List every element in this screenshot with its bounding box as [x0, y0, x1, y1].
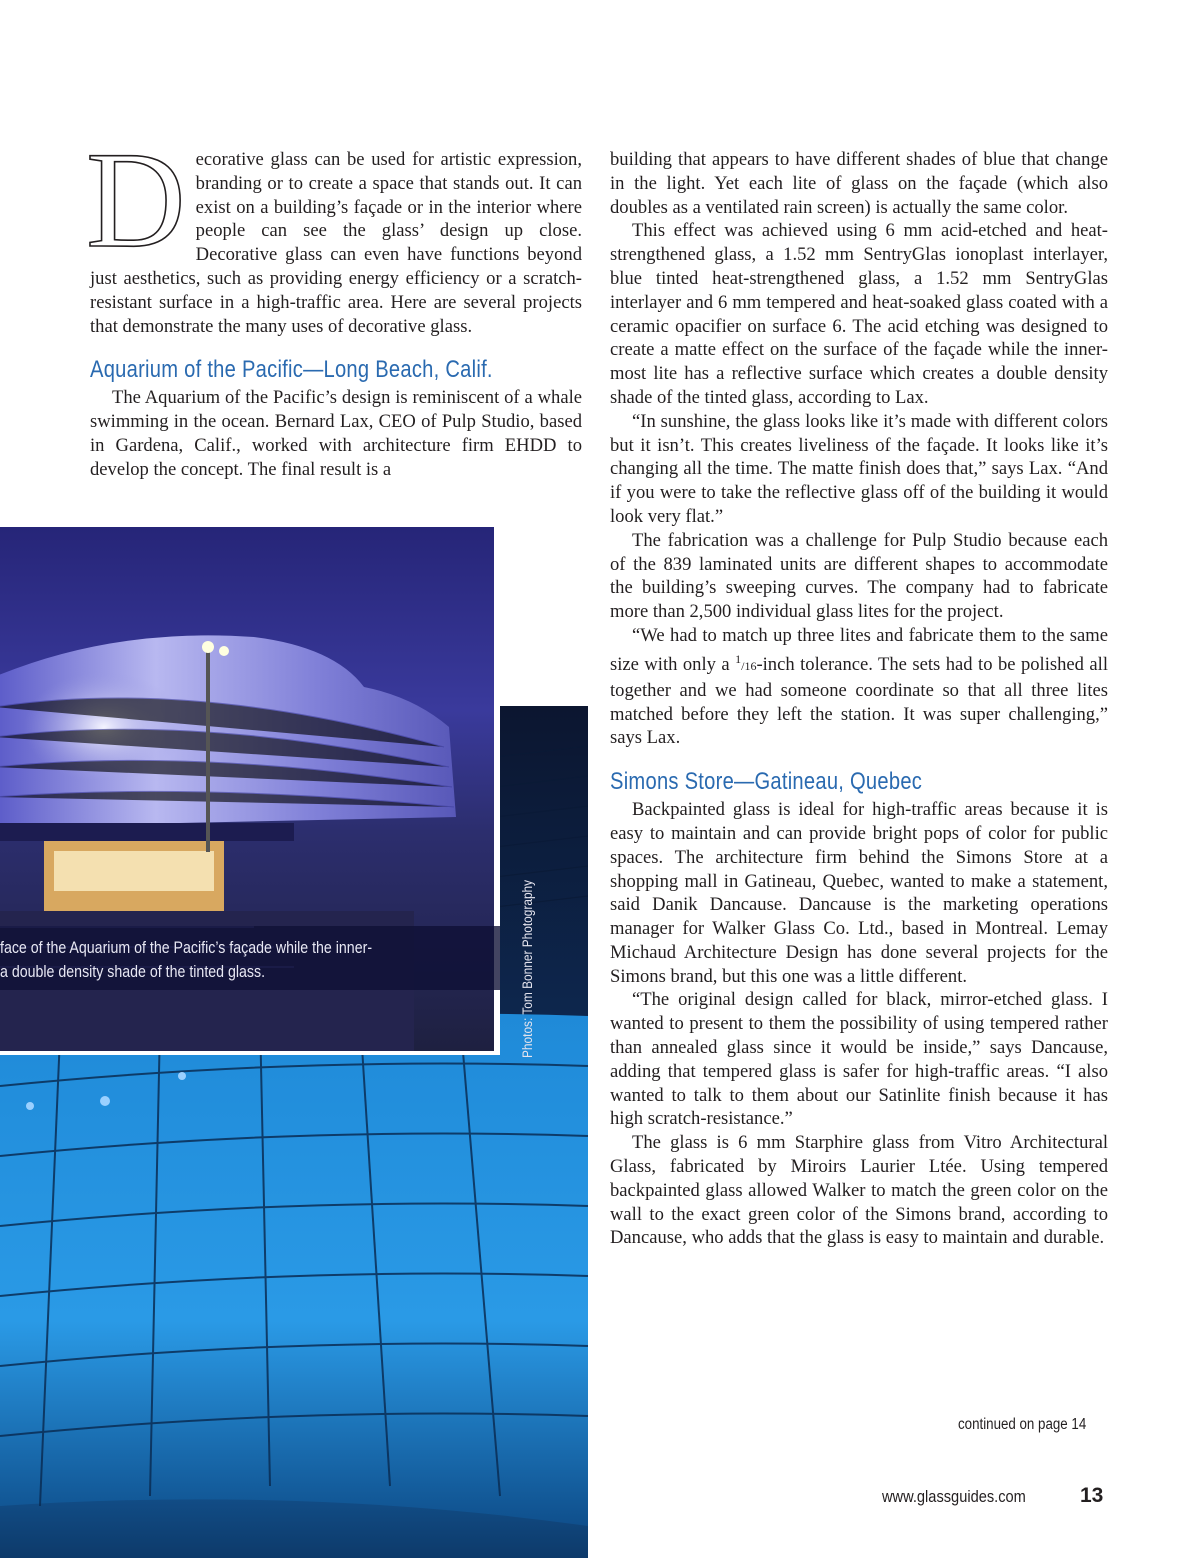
simons-paragraph-3: The glass is 6 mm Starphire glass from Vitro Architectural Glass, fabricated by Miroirs Laurier Ltée. Using tempered backpainted glass allowed Walker to match the green color on the wall to the exact green color of the Simons brand, according to Dancause, who adds that the glass is easy to maintain and durable.: [610, 1132, 1108, 1249]
footer-url-link[interactable]: www.glassguides.com: [882, 1487, 1026, 1506]
photo-credit: Photos: Tom Bonner Photography: [520, 879, 535, 1058]
aquarium-paragraph-3: “In sunshine, the glass looks like it’s made with different colors but it isn’t. This creates liveliness of the façade. It looks like it’s changing all the time. The matte finish does that,” says Lax. “And if you were to take the reflective glass off of the building it would look very flat.”: [610, 410, 1108, 527]
left-column: [86, 123, 582, 482]
aquarium-paragraph-1: The Aquarium of the Pacific’s design is reminiscent of a whale swimming in the ocean. Bernard Lax, CEO of Pulp Studio, based in Gardena, Calif., worked with architecture firm EHDD to develop the concept. The final result is a: [90, 387, 582, 480]
aquarium-paragraph-5: [610, 624, 1108, 750]
aquarium-p5-part-a: “We had to match up three lites and fabricate them to the same size with only a: [610, 624, 1108, 675]
aquarium-paragraph-2: This effect was achieved using 6 mm acid-etched and heat-strengthened glass, a 1.52 mm SentryGlas ionoplast interlayer, blue tinted heat-strengthened glass, a 1.52 mm SentryGlas interlayer and 6 mm tempered and heat-soaked glass coated with a ceramic opacifier on surface 6. The acid etching was designed to create a matte effect on the surface of the façade while the inner-most lite has a reflective surface which creates a double density shade of the tinted glass, according to Lax.: [610, 220, 1108, 408]
photo-caption-line-2: a double density shade of the tinted glass.: [0, 963, 266, 981]
aquarium-p5-part-b: -inch tolerance. The sets had to be polished all together and we had someone coordinate so that all three lites matched before they left the station. It was super challenging,” says Lax.: [610, 653, 1108, 749]
right-column: [610, 148, 1108, 1250]
intro-text: ecorative glass can be used for artistic expression, branding or to create a space that stands out. It can exist on a building’s façade or in the interior where people can see the glass’ design up close. Decorative glass can even have functions beyond just aesthetics, such as providing energy efficiency or a scratch-resistant surface in a high-traffic area. Here are several projects that demonstrate the many uses of decorative glass.: [90, 149, 582, 337]
page-number: 13: [1080, 1484, 1104, 1507]
photo-caption-line-1: face of the Aquarium of the Pacific’s façade while the inner-: [0, 939, 373, 957]
simons-paragraph-2: “The original design called for black, mirror-etched glass. I wanted to present to them the possibility of using tempered rather than annealed glass since it would be inside,” says Dancause, adding that tempered glass is safer for high-traffic areas. “I also wanted to talk to them about our Satinlite finish because it has high scratch-resistance.”: [610, 989, 1108, 1130]
fraction-denominator: /16: [741, 658, 757, 673]
section-heading-aquarium: Aquarium of the Pacific—Long Beach, Calif.: [90, 356, 493, 384]
aquarium-paragraph-1-continued: building that appears to have different shades of blue that change in the light. Yet each lite of glass on the façade (which also doubles as a ventilated rain screen) is actually the same color.: [610, 149, 1108, 218]
fraction-numerator: 1: [735, 651, 742, 666]
intro-paragraph: [86, 123, 582, 338]
continued-note: continued on page 14: [958, 1416, 1087, 1433]
section-heading-simons: Simons Store—Gatineau, Quebec: [610, 768, 923, 796]
simons-paragraph-1: Backpainted glass is ideal for high-traffic areas because it is easy to maintain and can provide bright pops of color for public spaces. The architecture firm behind the Simons Store at a shopping mall in Gatineau, Quebec, wanted to make a statement, said Danik Dancause. Dancause is the marketing operations manager for Walker Glass Co. Ltd., based in Montreal. Lemay Michaud Architecture Design has done several projects for the Simons brand, but this one was a little different.: [610, 799, 1108, 987]
aquarium-paragraph-4: The fabrication was a challenge for Pulp Studio because each of the 839 laminated units are different shapes to accommodate the building’s sweeping curves. The company had to fabricate more than 2,500 individual glass lites for the project.: [610, 529, 1108, 623]
drop-cap: D: [86, 123, 186, 276]
